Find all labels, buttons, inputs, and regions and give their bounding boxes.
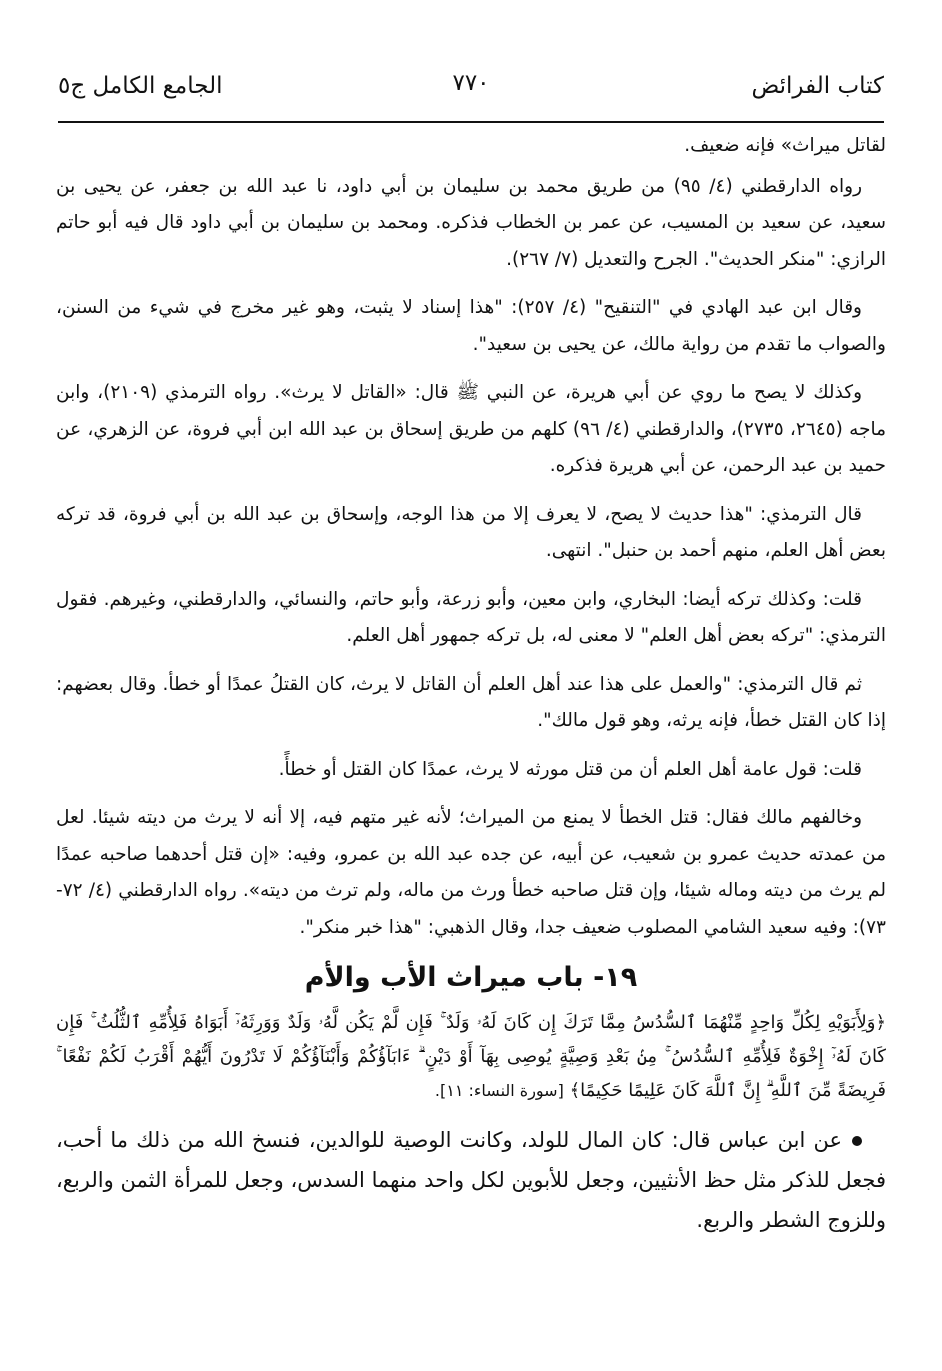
paragraph: لقاتل ميراث» فإنه ضعيف. — [684, 135, 886, 156]
hadith-text — [56, 1120, 886, 1240]
paragraph: وقال ابن عبد الهادي في "التنقيح" (٤/ ٢٥٧): "هذا إسناد لا يثبت، وهو غير مخرج في شيء من السنن، والصواب ما تقدم من رواية مالك، عن يحيى بن سعيد". — [56, 297, 886, 355]
paragraph: قلت: قول عامة أهل العلم أن من قتل مورثه لا يرث، عمدًا كان القتل أو خطأً. — [278, 758, 862, 780]
paragraph: وخالفهم مالك فقال: قتل الخطأ لا يمنع من الميراث؛ لأنه غير متهم فيه، إلا أنه لا يرث من ديته شيئا. لعل من عمدته حديث عمرو بن شعيب، عن أبيه، عن جده عبد الله بن عمرو، وفيه: «إن قتل أحدهما صاحبه عمدًا لم يرث من ديته وماله شيئا، وإن قتل صاحبه خطأ ورث من ماله، ولم ترث من ديته». رواه الدارقطني (٤/ ٧٢- ٧٣): وفيه سعيد الشامي المصلوب ضعيف جدا، وقال الذهبي: "هذا خبر منكر". — [56, 807, 886, 938]
bullet-icon — [852, 1136, 862, 1146]
page-body — [56, 128, 886, 1252]
paragraph: وكذلك لا يصح ما روي عن أبي هريرة، عن النبي ﷺ قال: «القاتل لا يرث». رواه الترمذي (٢١٠٩)، وابن ماجه (٢٦٤٥، ٢٧٣٥)، والدارقطني (٤/ ٩٦) كلهم من طريق إسحاق بن عبد الله ابن أبي فروة، عن الزهري، عن حميد بن عبد الرحمن، عن أبي هريرة فذكره. — [56, 382, 886, 476]
running-header — [58, 64, 884, 108]
page-number: ٧٧٠ — [452, 70, 490, 96]
paragraph: قال الترمذي: "هذا حديث لا يصح، لا يعرف إلا من هذا الوجه، وإسحاق بن عبد الله بن أبي فروة، قد تركه بعض أهل العلم، منهم أحمد بن حنبل". انتهى. — [56, 503, 886, 561]
verse-text: ﴿وَلِأَبَوَيْهِ لِكُلِّ وَاحِدٍ مِّنْهُمَا ٱلسُّدُسُ مِمَّا تَرَكَ إِن كَانَ لَهُۥ وَلَدٌ ۚ فَإِن لَّمْ يَكُن لَّهُۥ وَلَدٌ وَوَرِثَهُۥٓ أَبَوَاهُ فَلِأُمِّهِ ٱلثُّلُثُ ۚ فَإِن كَانَ لَهُۥٓ إِخْوَةٌ فَلِأُمِّهِ ٱلسُّدُسُ ۚ مِنۢ بَعْدِ وَصِيَّةٍ يُوصِى بِهَآ أَوْ دَيْنٍ ۗ ءَابَآؤُكُمْ وَأَبْنَآؤُكُمْ لَا تَدْرُونَ أَيُّهُمْ أَقْرَبُ لَكُمْ نَفْعًا ۚ فَرِيضَةً مِّنَ ٱللَّهِ ۗ إِنَّ ٱللَّهَ كَانَ عَلِيمًا حَكِيمًا﴾ — [56, 1012, 886, 1101]
header-rule — [58, 121, 884, 123]
verse-reference: [سورة النساء: ١١]. — [434, 1081, 564, 1100]
paragraph: ثم قال الترمذي: "والعمل على هذا عند أهل العلم أن القاتل لا يرث، كان القتلُ عمدًا أو خطأ. وقال بعضهم: إذا كان القتل خطأ، فإنه يرثه، وهو قول مالك". — [56, 673, 886, 731]
quran-verse — [56, 1006, 886, 1108]
header-book-title: كتاب الفرائض — [751, 73, 884, 99]
header-collection-title: الجامع الكامل ج٥ — [58, 73, 223, 99]
paragraph: رواه الدارقطني (٤/ ٩٥) من طريق محمد بن سليمان بن أبي داود، نا عبد الله بن جعفر، عن يحيى بن سعيد، عن سعيد بن المسيب، عن عمر بن الخطاب فذكره. ومحمد بن سليمان بن أبي داود قال فيه أبو حاتم الرازي: "منكر الحديث". الجرح والتعديل (٧/ ٢٦٧). — [56, 175, 886, 270]
paragraph: قلت: وكذلك تركه أيضا: البخاري، وابن معين، وأبو زرعة، وأبو حاتم، والنسائي، والدارقطني، وغيرهم. فقول الترمذي: "تركه بعض أهل العلم" لا معنى له، بل تركه جمهور أهل العلم. — [56, 588, 886, 646]
hadith-body: عن ابن عباس قال: كان المال للولد، وكانت الوصية للوالدين، فنسخ الله من ذلك ما أحب، فجعل للذكر مثل حظ الأنثيين، وجعل للأبوين لكل واحد منهما السدس، وجعل للمرأة الثمن والربع، وللزوج الشطر والربع. — [56, 1128, 886, 1232]
chapter-heading: ١٩- باب ميراث الأب والأم — [304, 962, 638, 993]
